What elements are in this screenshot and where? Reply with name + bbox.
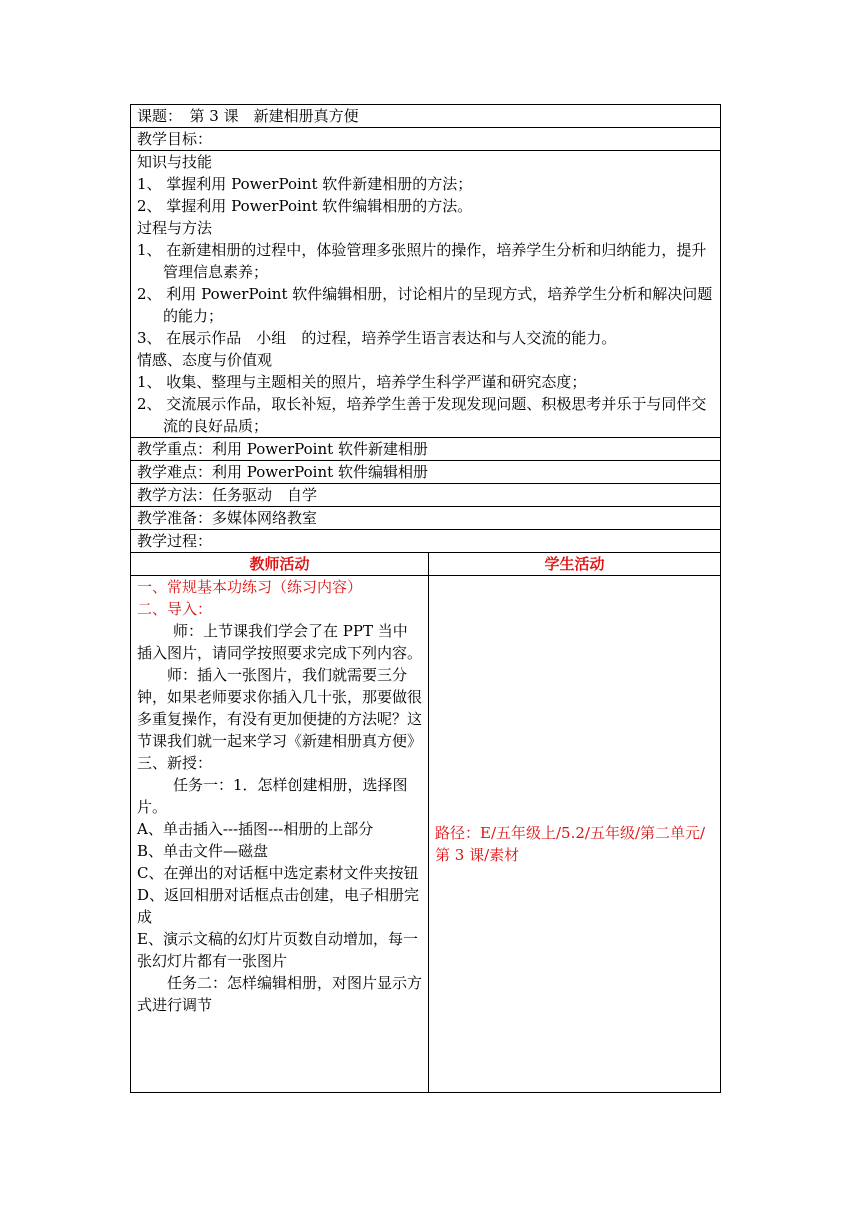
teacher-paragraph: 师：上节课我们学会了在 PPT 当中插入图片，请同学按照要求完成下列内容。 [137,622,423,662]
process-item: 3、 在展示作品 小组 的过程，培养学生语言表达和与人交流的能力。 [137,329,617,347]
student-activity [429,576,721,1093]
teacher-activity [131,576,429,1093]
process-label: 教学过程： [131,530,721,553]
lesson-plan-table [130,104,721,1093]
material-path: 路径：E/五年级上/5.2/五年级/第二单元/第 3 课/素材 [435,824,706,864]
teacher-item: 三、新授： [137,754,213,772]
method: 教学方法：任务驱动 自学 [131,484,721,507]
objectives-body [131,151,721,438]
column-header-row [131,553,721,576]
objectives-heading-row [131,128,721,151]
emotion-item: 1、 收集、整理与主题相关的照片，培养学生科学严谨和研究态度； [137,373,587,391]
preparation: 教学准备：多媒体网络教室 [131,507,721,530]
task-step: C、在弹出的对话框中选定素材文件夹按钮 [137,864,419,882]
process-item: 2、 利用 PowerPoint 软件编辑相册，讨论相片的呈现方式，培养学生分析和解决问题的能力； [137,285,713,325]
emotion-item: 2、 交流展示作品，取长补短，培养学生善于发现发现问题、积极思考并乐于与同伴交流的良好品质； [137,395,707,435]
teacher-item: 一、常规基本功练习（练习内容） [137,578,363,596]
difficulty: 教学难点：利用 PowerPoint 软件编辑相册 [131,461,721,484]
process-label-row [131,530,721,553]
process-heading: 过程与方法 [137,219,213,237]
emotion-heading: 情感、态度与价值观 [137,351,273,369]
task-two: 任务二：怎样编辑相册，对图片显示方式进行调节 [137,974,423,1014]
lesson-plan [130,104,720,1093]
task-step: B、单击文件—磁盘 [137,842,269,860]
student-column-header: 学生活动 [429,553,721,576]
objectives-row [131,151,721,438]
knowledge-item: 1、 掌握利用 PowerPoint 软件新建相册的方法； [137,175,473,193]
lesson-title: 课题： 第 3 课 新建相册真方便 [131,105,721,128]
knowledge-item: 2、 掌握利用 PowerPoint 软件编辑相册的方法。 [137,197,473,215]
activity-row [131,576,721,1093]
task-step: E、演示文稿的幻灯片页数自动增加，每一张幻灯片都有一张图片 [137,930,418,970]
objectives-heading: 教学目标： [131,128,721,151]
teacher-column-header: 教师活动 [131,553,429,576]
teacher-paragraph: 师：插入一张图片，我们就需要三分钟，如果老师要求你插入几十张，那要做很多重复操作，有没有更加便捷的方法呢？这节课我们就一起来学习《新建相册真方便》 [137,666,423,750]
difficulty-row [131,461,721,484]
key-point: 教学重点：利用 PowerPoint 软件新建相册 [131,438,721,461]
task-one: 任务一：1．怎样创建相册，选择图片。 [137,776,408,816]
process-item: 1、 在新建相册的过程中，体验管理多张照片的操作，培养学生分析和归纳能力，提升管理信息素养； [137,241,707,281]
task-step: D、返回相册对话框点击创建，电子相册完成 [137,886,420,926]
key-point-row [131,438,721,461]
title-row [131,105,721,128]
task-step: A、单击插入---插图---相册的上部分 [137,820,374,838]
preparation-row [131,507,721,530]
method-row [131,484,721,507]
knowledge-heading: 知识与技能 [137,153,213,171]
teacher-item: 二、导入： [137,600,213,618]
